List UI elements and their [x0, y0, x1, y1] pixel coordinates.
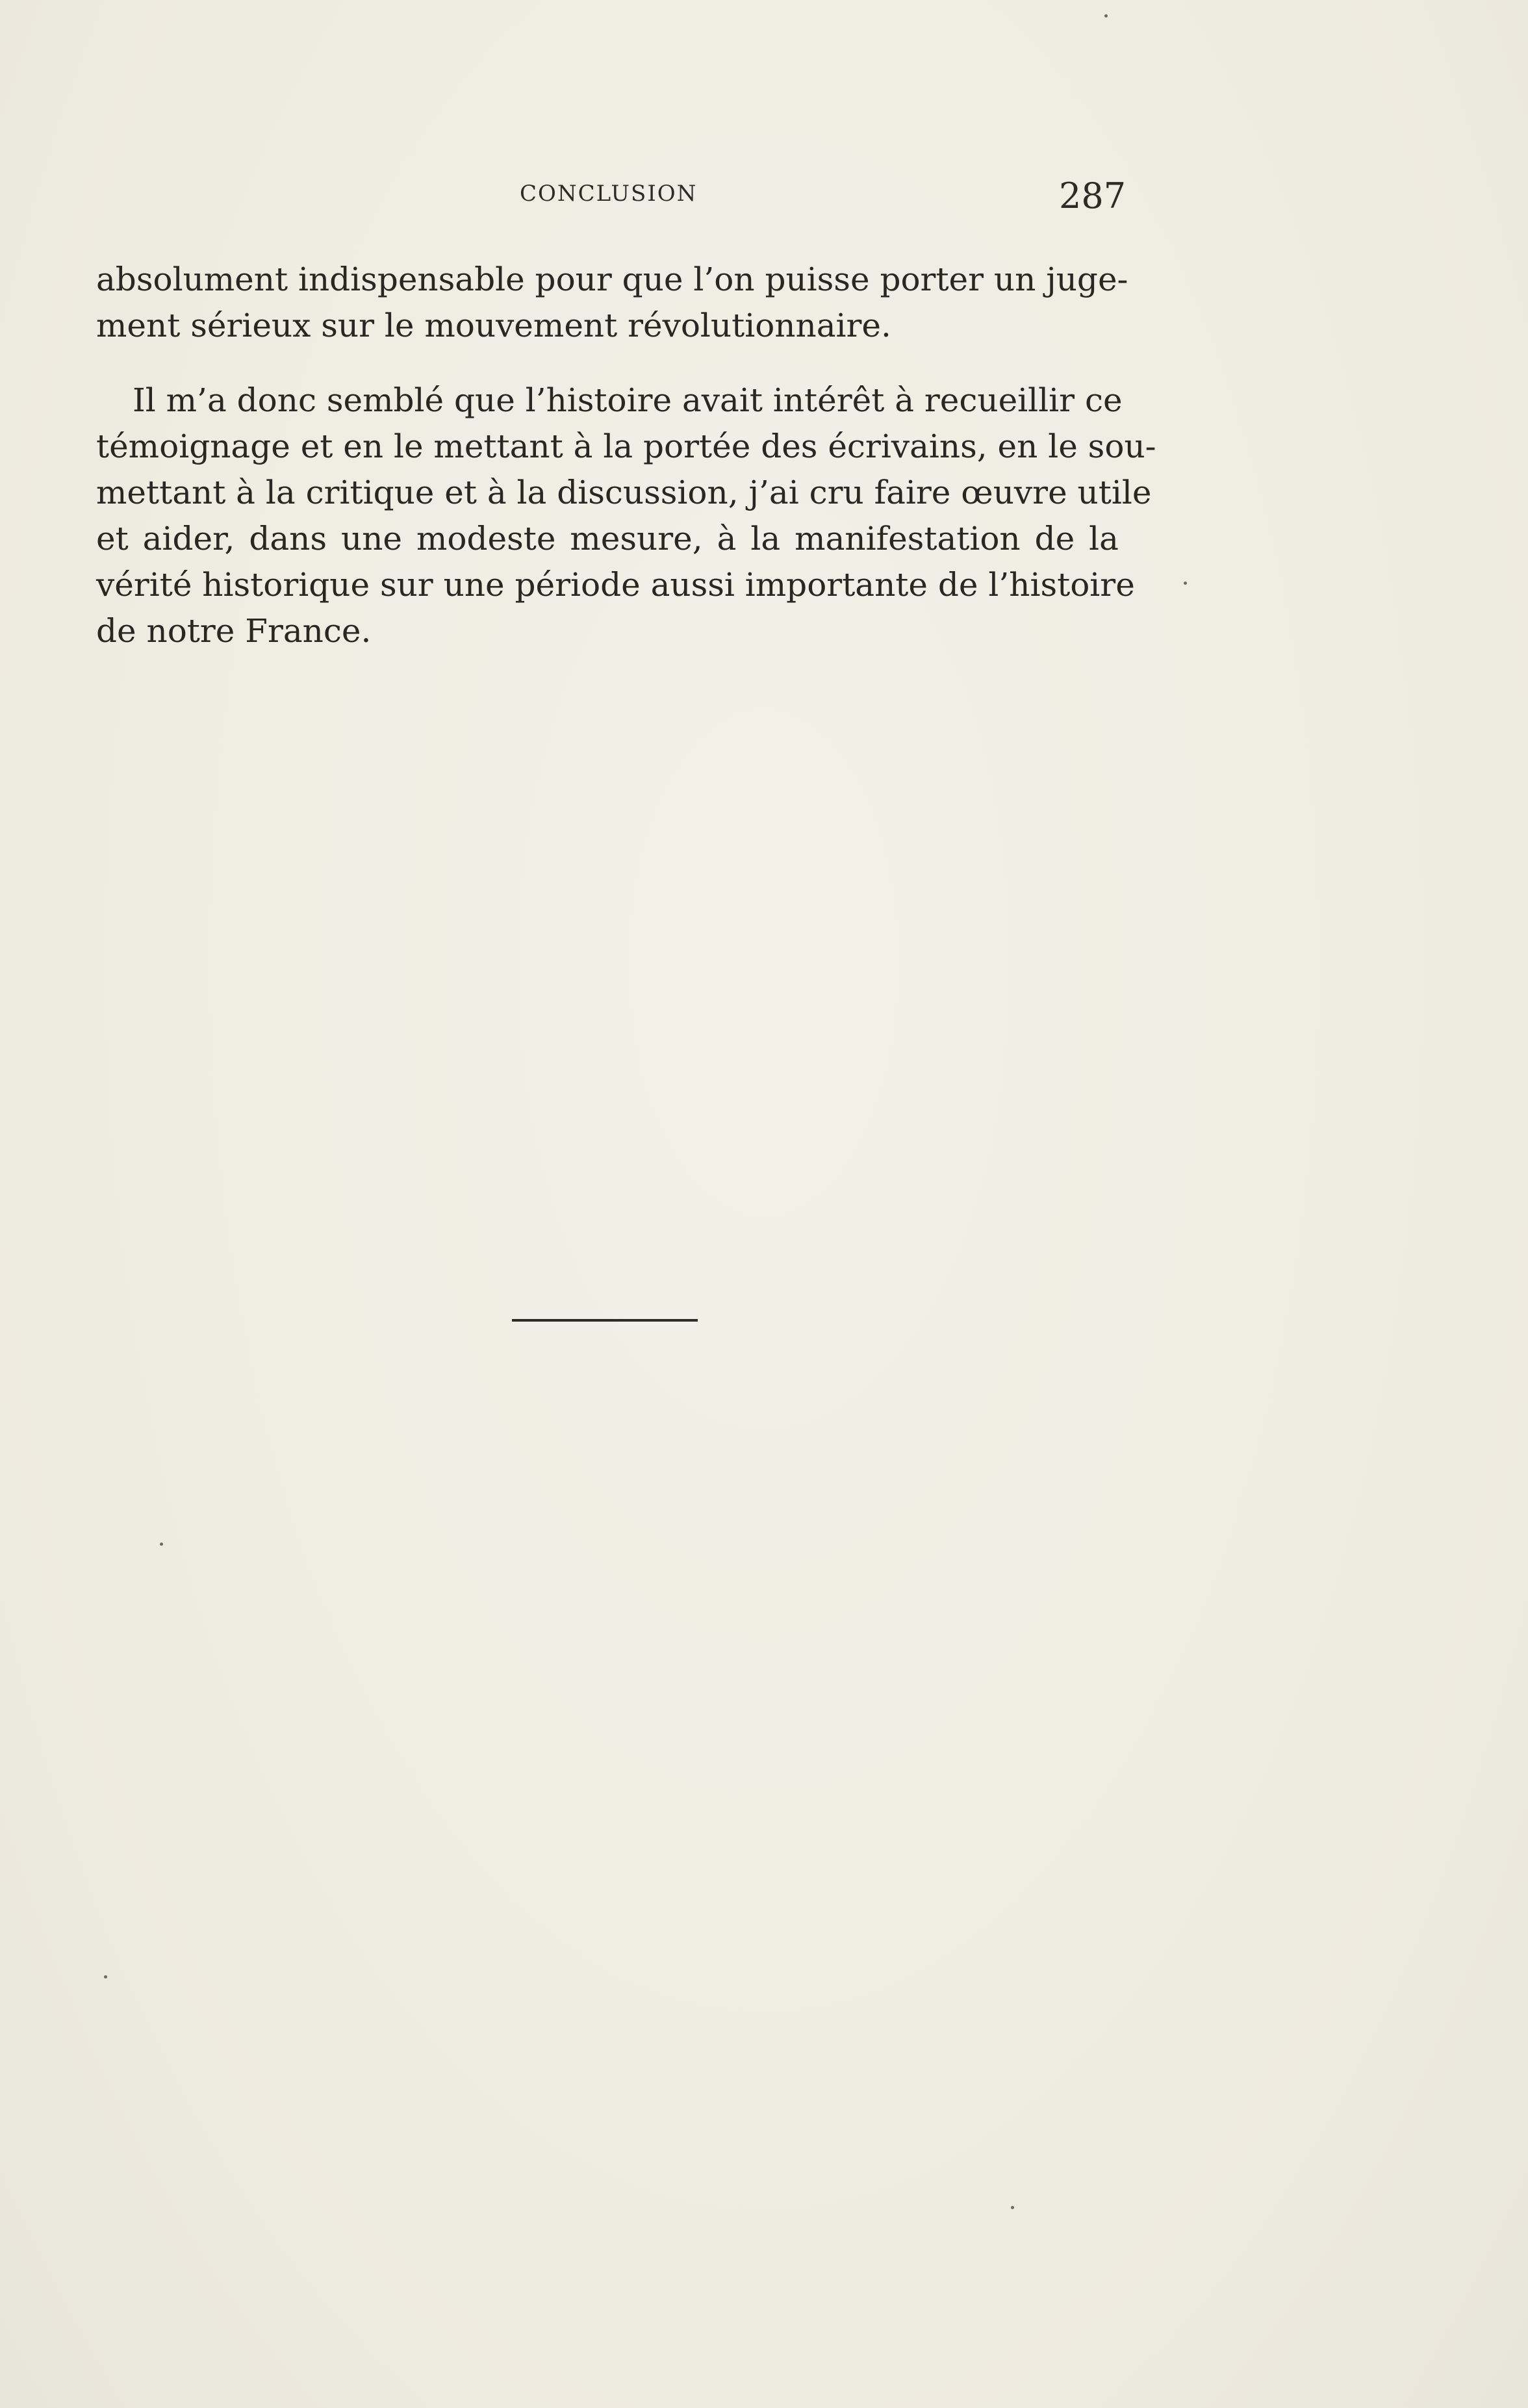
- text-line: témoignage et en le mettant à la portée des écrivains, en le sou-: [96, 428, 1156, 465]
- text-line: et aider, dans une modeste mesure, à la manifestation de la: [96, 520, 1119, 557]
- paper-speck: [1104, 14, 1108, 18]
- paper-speck: [1184, 582, 1187, 585]
- text-line: mettant à la critique et à la discussion, j’ai cru faire œuvre utile: [96, 474, 1152, 511]
- paragraph-gap: [96, 349, 1119, 378]
- text-line: absolument indispensable pour que l’on puisse porter un juge-: [96, 261, 1128, 298]
- text-line: vérité historique sur une période aussi importante de l’histoire: [96, 566, 1135, 604]
- paper-speck: [1011, 2206, 1014, 2209]
- end-rule: [512, 1319, 698, 1322]
- paper-speck: [160, 1543, 163, 1546]
- text-line: Il m’a donc semblé que l’histoire avait intérêt à recueillir ce: [133, 381, 1123, 419]
- text-line: de notre France.: [96, 612, 372, 650]
- page-number: 287: [1059, 175, 1127, 216]
- paper-speck: [104, 1975, 107, 1979]
- body-text: [96, 257, 1156, 654]
- running-head: CONCLUSION: [520, 181, 698, 207]
- paragraph: [96, 378, 1156, 654]
- text-line: ment sérieux sur le mouvement révolutionnaire.: [96, 307, 891, 344]
- paragraph: [96, 257, 1128, 349]
